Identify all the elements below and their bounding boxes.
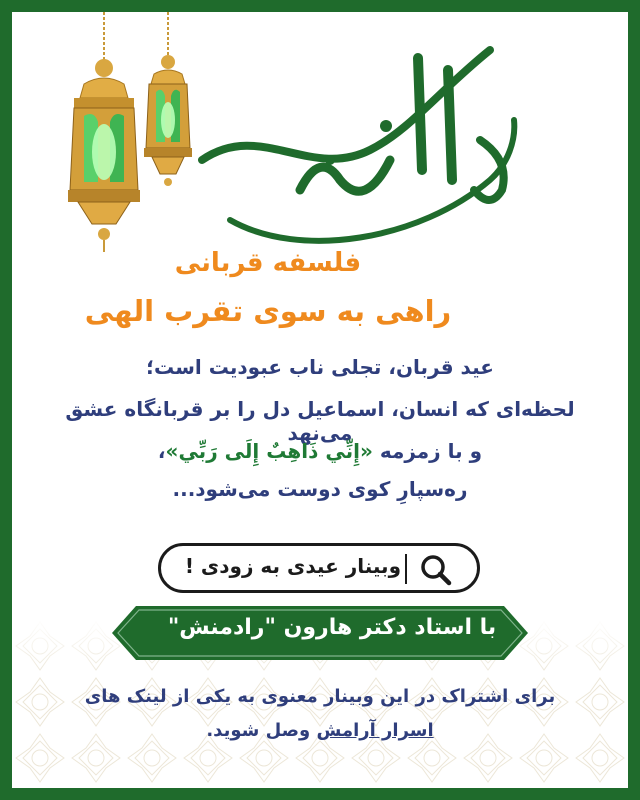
- lantern-large-icon: [60, 12, 148, 252]
- title-line-2: راهی به سوی تقرب الهی: [84, 294, 452, 328]
- poster: [12, 12, 628, 788]
- body-line-4: ره‌سپارِ کوی دوست می‌شود...: [172, 477, 468, 501]
- search-divider: [405, 554, 407, 584]
- body-line-3: [32, 439, 608, 463]
- quran-quote: «إِنِّي ذَاهِبٌ إِلَى رَبِّي»: [165, 439, 373, 463]
- lantern-small-icon: [140, 12, 196, 192]
- body-line-3-suffix: ،: [157, 439, 166, 463]
- search-icon: [417, 552, 453, 588]
- footer-line-1: برای اشتراک در این وبینار معنوی به یکی از لینک های: [84, 686, 556, 707]
- title-line-1: فلسفه قربانی: [174, 248, 362, 278]
- footer-line-2-suffix: وصل شوید.: [206, 720, 317, 741]
- search-text: وبینار عیدی به زودی !: [184, 554, 401, 578]
- footer-line-2: [32, 720, 608, 741]
- speaker-text: با استاد دکتر هارون "رادمنش": [167, 615, 497, 640]
- body-line-2: لحظه‌ای که انسان، اسماعیل دل را بر قربانگاه عشق می‌نهد: [65, 397, 575, 445]
- body-line-3-prefix: و با زمزمه: [372, 439, 483, 463]
- eid-calligraphy-logo: [190, 30, 530, 250]
- webinar-search-box[interactable]: [158, 543, 480, 593]
- asrar-aramesh-link[interactable]: اسرار آرامش: [316, 720, 434, 741]
- body-line-1: عید قربان، تجلی ناب عبودیت است؛: [146, 355, 494, 379]
